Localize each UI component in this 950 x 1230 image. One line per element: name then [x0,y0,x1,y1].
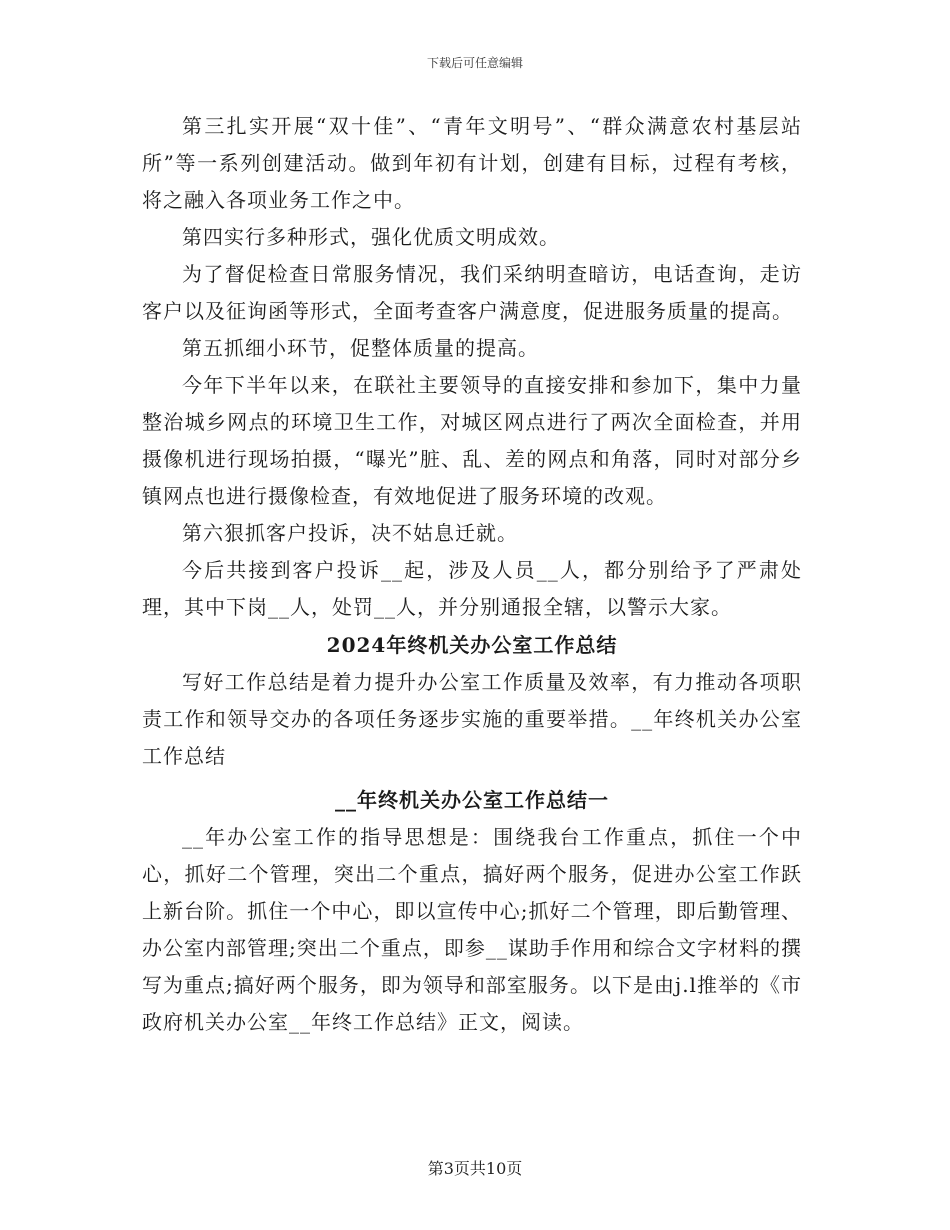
paragraph: 第三扎实开展“双十佳”、“青年文明号”、“群众满意农村基层站所”等一系列创建活动。做到年初有计划，创建有目标，过程有考核，将之融入各项业务工作之中。 [142,114,802,212]
paragraph: __年办公室工作的指导思想是：围绕我台工作重点，抓住一个中心，抓好二个管理，突出二个重点，搞好两个服务，促进办公室工作跃上新台阶。抓住一个中心，即以宣传中心;抓好二个管理，即后勤管理、办公室内部管理;突出二个重点，即参__谋助手作用和综合文字材料的撰写为重点;搞好两个服务，即为领导和部室服务。以下是由j.l推举的《市政府机关办公室__年终工作总结》正文，阅读。 [142,825,802,1034]
document-body [142,108,802,1041]
page-header: 下载后可任意编辑 [426,56,523,70]
page-number: 第3页共10页 [427,1159,523,1178]
intro-paragraph: 写好工作总结是着力提升办公室工作质量及效率，有力推动各项职责工作和领导交办的各项任务逐步实施的重要举措。__年终机关办公室工作总结 [142,670,802,768]
paragraph: 今后共接到客户投诉__起，涉及人员__人，都分别给予了严肃处理，其中下岗__人，处罚__人，并分别通报全辖，以警示大家。 [142,558,802,619]
paragraph: 第五抓细小环节，促整体质量的提高。 [182,336,539,360]
paragraph: 第六狠抓客户投诉，决不姑息迁就。 [182,521,518,545]
subsection-heading: __年终机关办公室工作总结一 [335,788,609,812]
paragraph: 今年下半年以来，在联社主要领导的直接安排和参加下，集中力量整治城乡网点的环境卫生工作，对城区网点进行了两次全面检查，并用摄像机进行现场拍摄，“曝光”脏、乱、差的网点和角落，同时对部分乡镇网点也进行摄像检查，有效地促进了服务环境的改观。 [142,373,802,508]
paragraph: 第四实行多种形式，强化优质文明成效。 [182,225,560,249]
paragraph: 为了督促检查日常服务情况，我们采纳明查暗访，电话查询，走访客户以及征询函等形式，全面考查客户满意度，促进服务质量的提高。 [142,262,802,323]
section-heading: 2024年终机关办公室工作总结 [326,633,618,657]
